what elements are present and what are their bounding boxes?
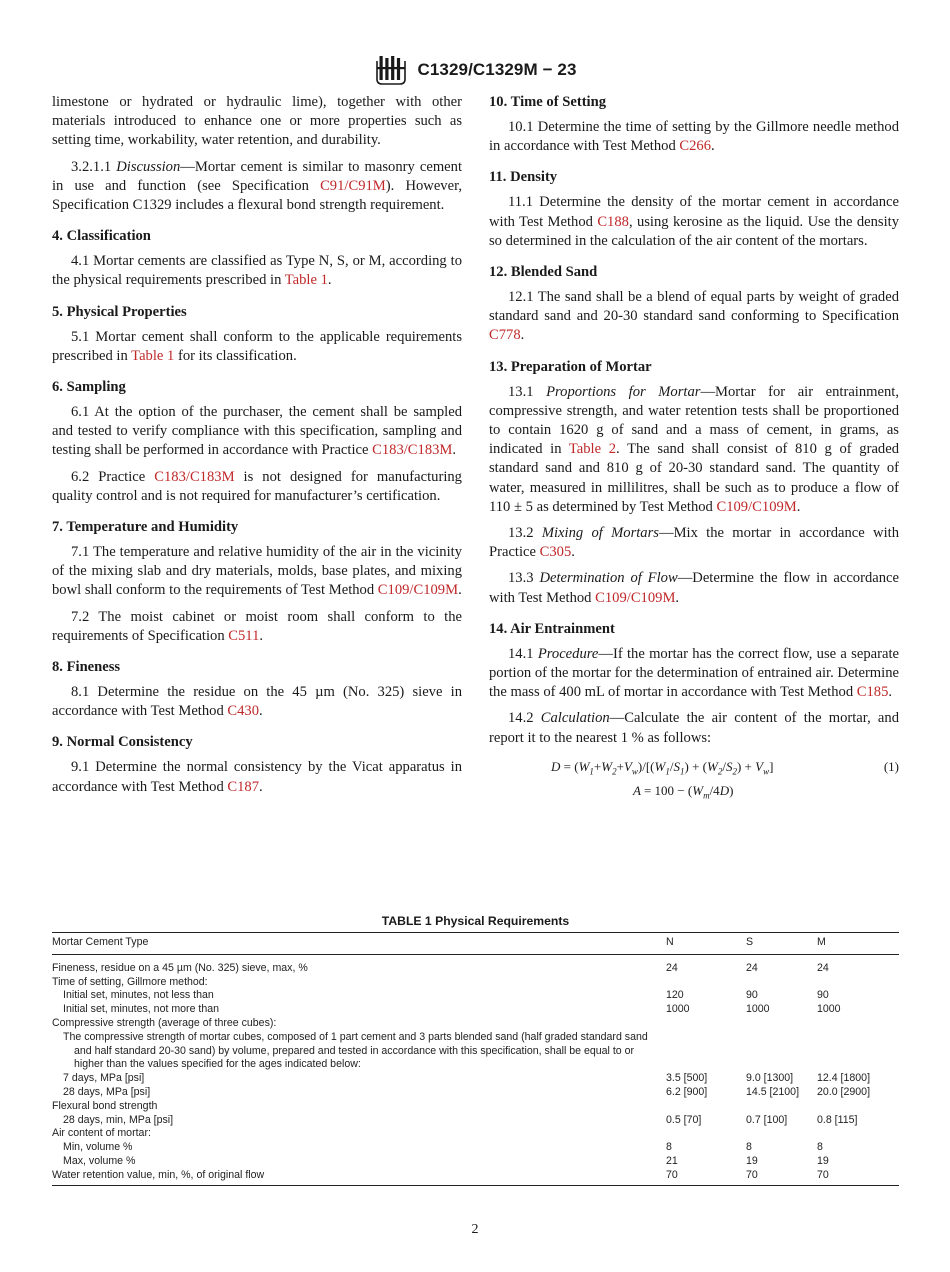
reference-link-table-1[interactable]: Table 1 [131,347,175,364]
text-run: 7.1 The temperature and relative humidity of the air in the vicinity of the mixing slab and dry materials, molds, base plates, and mixing bowl shall conform to the requirements of Test Method [52,544,462,599]
text-run: . [452,442,457,459]
cell-s: 24 [746,961,758,974]
section-heading-9: 9. Normal Consistency [52,734,193,751]
page-number: 2 [471,1222,479,1237]
reference-link-table-2[interactable]: Table 2 [568,441,617,458]
equation-air-content [489,779,899,803]
cell-m: 20.0 [2900] [817,1085,871,1098]
physical-requirements-table [52,932,899,1186]
text-run: . [259,703,263,720]
text-run: 6.1 At the option of the purchaser, the cement shall be sampled and tested to verify compliance with this specification, sampling and testing shall be performed in accordance with Practice [52,404,462,459]
section-heading-11: 11. Density [489,169,558,186]
text-run: . [259,627,264,644]
equation-density [489,755,899,779]
text-run: 7.2 The moist cabinet or moist room shall conform to the requirements of Specification [52,608,462,644]
text-run: —Mortar cement is similar to masonry cement in use and function (see Specification [52,158,462,194]
reference-link-c430[interactable]: C430 [227,703,260,720]
text-run: 8.1 Determine the residue on the 45 µm (No. 325) sieve in accordance with Test Method [52,684,462,720]
row-label: Time of setting, Gillmore method: [52,975,208,988]
row-label: Flexural bond strength [52,1099,158,1112]
left-column [52,93,462,804]
cell-m [817,1031,899,1072]
cell-s: 19 [746,1154,758,1167]
paragraph-9-1 [52,758,462,796]
cell-s [746,976,817,990]
table-row [52,1031,899,1072]
cell-s [746,1017,817,1031]
cell-s: 14.5 [2100] [746,1085,800,1098]
cell-n [666,1127,746,1141]
cell-s: 0.7 [100] [746,1113,788,1126]
text-run: . [327,272,332,289]
row-label: Initial set, minutes, not more than [63,1003,220,1016]
reference-link-c183[interactable]: C183/C183M [372,442,453,459]
reference-link-c109[interactable]: C109/C109M [595,589,676,606]
cell-n: 1000 [666,1003,690,1016]
cell-m: 24 [817,961,829,974]
row-label: Min, volume % [63,1141,133,1154]
column-header-s: S [746,936,754,948]
cell-s: 90 [746,989,758,1002]
cell-m [817,976,899,990]
right-column [489,93,899,803]
column-header-m: M [817,936,826,948]
reference-link-c91[interactable]: C91/C91M [320,177,386,194]
text-run: is not designed for manufacturing quality control and is not required for manufacturer’s certification. [52,468,462,504]
reference-link-c109[interactable]: C109/C109M [377,582,459,599]
reference-link-c188[interactable]: C188 [597,213,629,230]
cell-m [817,1017,899,1031]
paragraph-6-1 [52,403,462,461]
text-run: . [796,498,801,515]
paragraph-12-1 [489,288,899,346]
text-run: 12.1 The sand shall be a blend of equal parts by weight of graded standard sand and 20-30 standard sand conforming to Specification [489,289,899,325]
cell-s: 1000 [746,1003,770,1016]
text-run: . [711,138,715,155]
section-heading-12: 12. Blended Sand [489,264,598,281]
table-row [52,1100,899,1114]
table-row [52,989,899,1003]
paragraph-number: 14.1 [508,645,534,662]
paragraph-number: 13.1 [508,383,534,400]
section-heading-10: 10. Time of Setting [489,94,607,110]
paragraph-13-3 [489,569,899,607]
paragraph-14-2 [489,709,899,747]
cell-n [666,1017,746,1031]
reference-link-table-1[interactable]: Table 1 [284,272,328,289]
run-in-heading: Procedure [537,645,599,662]
row-label: Initial set, minutes, not less than [63,989,214,1002]
paragraph-5-1 [52,328,462,366]
reference-link-c185[interactable]: C185 [856,684,889,701]
row-label: 7 days, MPa [psi] [63,1072,145,1085]
cell-s: 9.0 [1300] [746,1072,794,1085]
reference-link-c187[interactable]: C187 [227,778,260,795]
column-header-n: N [666,936,674,948]
paragraph-7-2 [52,608,462,646]
paragraph-number: 13.2 [508,525,534,542]
row-label: Air content of mortar: [52,1127,151,1140]
cell-n: 3.5 [500] [666,1072,708,1085]
section-heading-4: 4. Classification [52,228,151,245]
reference-link-c266[interactable]: C266 [679,138,712,155]
table-row [52,1003,899,1017]
cell-m [817,1100,899,1114]
section-heading-5: 5. Physical Properties [52,303,187,320]
cell-n: 6.2 [900] [666,1085,708,1098]
text-run: ). However, Specification C1329 includes a flexural bond strength requirement. [52,177,463,214]
paragraph-7-1 [52,543,462,601]
table-row [52,1017,899,1031]
text-run: 5.1 Mortar cement shall conform to the applicable requirements prescribed in [52,328,462,364]
paragraph-13-1 [489,383,899,517]
paragraph-11-1 [489,193,899,251]
text-run: —If the mortar has the correct flow, use a separate portion of the mortar for the determination of entrained air. Determine the mass of 400 mL of mortar in accordance with Test Method [489,645,899,701]
section-heading-6: 6. Sampling [52,379,126,396]
table-row [52,1114,899,1128]
paragraph-6-2 [52,468,462,506]
text-run: 4.1 Mortar cements are classified as Type N, S, or M, according to the physical requirements prescribed in [52,253,462,289]
reference-link-c183[interactable]: C183/C183M [154,468,235,485]
paragraph-8-1 [52,683,462,721]
section-heading-13: 13. Preparation of Mortar [489,358,652,375]
text-run: —Mortar for air entrainment, compressive strength, and water retention tests shall be proportioned to contain 1620 g of sand and a mass of cement, in grams, as indicated in [489,383,899,458]
text-run: 10.1 Determine the time of setting by the Gillmore needle method in accordance with Test Method [489,119,899,155]
cell-m: 8 [817,1141,823,1154]
text-run: , using kerosine as the liquid. Use the density so determined in the calculation of the air content of the mortars. [489,213,899,249]
row-label: Max, volume % [63,1154,136,1167]
cell-n: 21 [666,1154,678,1167]
section-heading-14: 14. Air Entrainment [489,620,615,637]
reference-link-c109[interactable]: C109/C109M [716,498,797,515]
table-row [52,1127,899,1141]
text-run: . [571,544,575,561]
section-heading-7: 7. Temperature and Humidity [52,519,239,536]
text-run: for its classification. [174,347,297,364]
text-run: . [259,778,263,795]
cell-m: 70 [817,1168,829,1181]
reference-link-c778[interactable]: C778 [489,327,521,344]
reference-link-c305[interactable]: C305 [539,544,572,561]
text-run: 6.2 Practice [71,468,155,485]
cell-m [817,1127,899,1141]
row-label-text: The compressive strength of mortar cubes, composed of 1 part cement and 3 parts blended sand (half graded standard sand and half standard 20-30 sand) by volume, prepared and tested in accordance with this specification, shall be equal to or higher than the values specified for the ages indicated below: [63,1030,648,1071]
column-header-type: Mortar Cement Type [52,936,149,948]
cell-m: 1000 [817,1003,841,1016]
table-row [52,1155,899,1169]
table-caption: TABLE 1 Physical Requirements [381,914,570,928]
cell-s: 70 [746,1168,758,1181]
row-label: 28 days, min, MPa [psi] [63,1113,174,1126]
astm-logo-icon [373,53,409,87]
paragraph-number: 14.2 [508,710,534,727]
cell-n: 8 [666,1141,672,1154]
text-run: . [458,582,462,599]
table-row [52,1141,899,1155]
paragraph-13-2 [489,524,899,562]
run-in-heading: Discussion [116,158,181,175]
cell-m: 90 [817,989,829,1002]
run-in-heading: Calculation [540,710,610,727]
table-row [52,976,899,990]
run-in-heading: Proportions for Mortar [546,383,701,400]
paragraph-number: 3.2.1.1 [71,158,112,175]
document-designation: C1329/C1329M − 23 [417,60,577,79]
row-label: Water retention value, min, %, of original flow [52,1168,265,1181]
text-run: —Calculate the air content of the mortar, and report it to the nearest 1 % as follows: [489,710,899,746]
cell-n [666,1100,746,1114]
equation-air-content-expression: $A = 100 - (W_m/4D)$ [633,782,734,801]
cell-s: 8 [746,1141,752,1154]
equation-number: (1) [883,758,899,774]
intro-paragraph: limestone or hydrated or hydraulic lime), together with other materials introduced to enhance one or more properties such as setting time, workability, water retention, and durability. [52,94,462,149]
cell-n: 120 [666,989,684,1002]
table-header-row [52,933,899,955]
cell-s [746,1100,817,1114]
paragraph-number: 13.3 [508,570,534,587]
section-heading-8: 8. Fineness [52,659,121,676]
text-run: 11.1 Determine the density of the mortar cement in accordance with Test Method [489,194,899,230]
text-run: 9.1 Determine the normal consistency by the Vicat apparatus in accordance with Test Method [52,759,462,795]
cell-n: 70 [666,1168,678,1181]
reference-link-c511[interactable]: C511 [228,627,260,644]
cell-s [746,1127,817,1141]
paragraph-3-2-1-1 [52,158,462,216]
text-run: . [888,684,893,701]
cell-m: 19 [817,1154,829,1167]
cell-n: 24 [666,961,678,974]
cell-s [746,1031,817,1072]
cell-n: 0.5 [70] [666,1113,702,1126]
row-label: Fineness, residue on a 45 µm (No. 325) sieve, max, % [52,961,308,974]
run-in-heading: Mixing of Mortars [541,525,659,542]
cell-m: 0.8 [115] [817,1113,858,1126]
text-run: . [520,327,525,344]
page-header [0,52,950,88]
table-row [52,1086,899,1100]
row-label: Compressive strength (average of three cubes): [52,1016,277,1029]
text-run: —Mix the mortar in accordance with Practice [489,525,899,561]
paragraph-10-1 [489,118,899,156]
cell-n [666,976,746,990]
row-label [52,1031,666,1072]
cell-m: 12.4 [1800] [817,1072,871,1085]
table-row [52,1169,899,1185]
paragraph-14-1 [489,645,899,703]
text-run: —Determine the flow in accordance with Test Method [489,570,899,606]
text-run: . [675,589,680,606]
cell-n [666,1031,746,1072]
table-row [52,954,899,975]
paragraph-4-1 [52,252,462,290]
text-run: . The sand shall consist of 810 g of graded standard sand and 810 g of 20-30 standard sand. The quantity of water, measured in millilitres, shall be such as to produce a flow of 110 ± 5 as determined by Test Method [489,441,899,515]
row-label: 28 days, MPa [psi] [63,1085,151,1098]
equation-density-expression: $D = (W_1+W_2+V_w)/[(W_1/S_1) + (W_2/S_2) + V_w]$ [551,758,774,777]
run-in-heading: Determination of Flow [539,570,678,587]
table-row [52,1072,899,1086]
